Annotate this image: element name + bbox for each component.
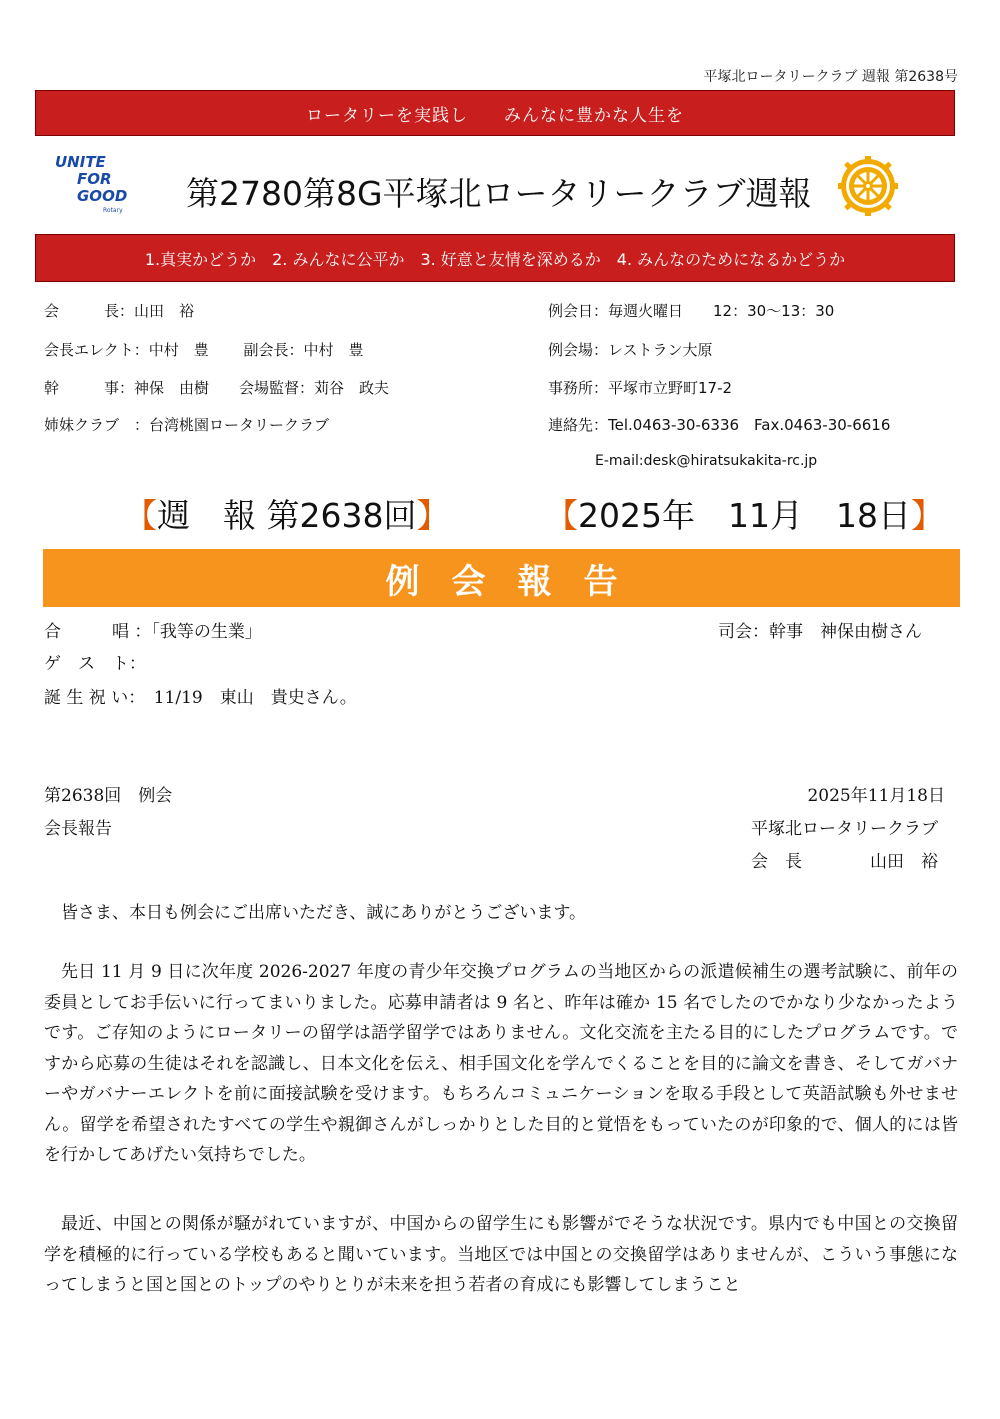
info-office: 事務所：平塚市立野町17-2 xyxy=(548,379,733,397)
meeting-birthday: 誕 生 祝 い： 11/19 東山 貴史さん。 xyxy=(44,688,357,708)
issue-number: 週 報 第2638回 xyxy=(157,496,417,535)
report-date: 2025年11月18日 xyxy=(807,786,945,806)
info-meeting-day: 例会日：毎週火曜日 12：30〜13：30 xyxy=(548,302,835,320)
paragraph-youth-exchange: 先日 11 月 9 日に次年度 2026-2027 年度の青少年交換プログラムの当地区からの派遣候補生の選考試験に、前年の委員としてお手伝いに行ってまいりました。応募申請者は 9 名と、昨年は確か 15 名でしたのでかなり少なかったようです。ご存知のようにロータリーの留学は語学留学ではありません。文化交流を主たる目的にしたプログラムです。ですから応募の生徒はそれを認識し、日本文化を伝え、相手国文化を学んでくることを目的に論文を書き、そしてガバナーやガバナーエレクトを前に面接試験を受けます。もちろんコミュニケーションを取る手段として英語試験も外せません。留学を希望されたすべての学生や親御さんがしっかりとした目的と覚悟をもっていたのが印象的で、個人的には皆を行かしてあげたい気持ちでした。 xyxy=(44,962,958,1165)
logo-line-for: FOR xyxy=(77,170,112,188)
four-way-test-bar: 1.真実かどうか 2. みんなに公平か 3. 好意と友情を深めるか 4. みんなのためになるかどうか xyxy=(35,234,955,282)
paragraph-china-relations: 最近、中国との関係が騒がれていますが、中国からの留学生にも影響がでそうな状況です。県内でも中国との交換留学を積極的に行っている学校もあると聞いています。当地区では中国との交換留学はありませんが、こういう事態になってしまうと国と国とのトップのやりとりが未来を担う若者の育成にも影響してしまうこと xyxy=(44,1214,958,1295)
report-meeting-number: 第2638回 例会 xyxy=(44,786,173,806)
info-president-elect: 会長エレクト：中村 豊 副会長：中村 豊 xyxy=(44,341,364,359)
report-president: 会 長 山田 裕 xyxy=(751,852,938,872)
newsletter-title: 第2780第8G平塚北ロータリークラブ週報 xyxy=(186,174,812,213)
info-venue: 例会場：レストラン大原 xyxy=(548,341,713,359)
rotary-wheel-icon xyxy=(838,156,898,216)
report-title: 会長報告 xyxy=(44,819,112,839)
info-contact: 連絡先：Tel.0463-30-6336 Fax.0463-30-6616 xyxy=(548,416,891,434)
slogan-part-2: みんなに豊かな人生を xyxy=(504,105,684,126)
paragraph-greeting: 皆さま、本日も例会にご出席いただき、誠にありがとうございます。 xyxy=(61,903,586,923)
header-note: 平塚北ロータリークラブ 週報 第2638号 xyxy=(703,69,958,85)
issue-date-heading xyxy=(545,490,944,537)
issue-number-heading xyxy=(124,490,449,537)
unite-for-good-logo xyxy=(55,154,145,224)
slogan-bar xyxy=(35,90,955,136)
logo-line-unite: UNITE xyxy=(55,153,106,171)
report-club-name: 平塚北ロータリークラブ xyxy=(751,819,938,839)
bracket-open: 【 xyxy=(545,496,578,535)
meeting-chorus: 合 唱 ：「我等の生業」 xyxy=(44,622,262,642)
section-title: 例会報告 xyxy=(385,561,650,602)
issue-date: 2025年 11月 18日 xyxy=(578,496,911,535)
info-email: E-mail:desk@hiratsukakita-rc.jp xyxy=(595,453,818,469)
logo-rotary-small: Rotary xyxy=(103,207,123,214)
logo-line-good: GOOD xyxy=(77,187,128,205)
bracket-close: 】 xyxy=(910,496,944,535)
slogan-part-1: ロータリーを実践し xyxy=(306,105,468,126)
info-sister-club: 姉妹クラブ ：台湾桃園ロータリークラブ xyxy=(44,416,330,434)
meeting-guest: ゲ ス ト： xyxy=(44,654,146,674)
bracket-open: 【 xyxy=(124,496,157,535)
info-president: 会 長：山田 裕 xyxy=(44,302,195,320)
section-title-bar xyxy=(43,549,960,607)
info-secretary: 幹 事：神保 由樹 会場監督：苅谷 政夫 xyxy=(44,379,390,397)
bracket-close: 】 xyxy=(416,496,450,535)
meeting-mc: 司会：幹事 神保由樹さん xyxy=(718,622,922,642)
